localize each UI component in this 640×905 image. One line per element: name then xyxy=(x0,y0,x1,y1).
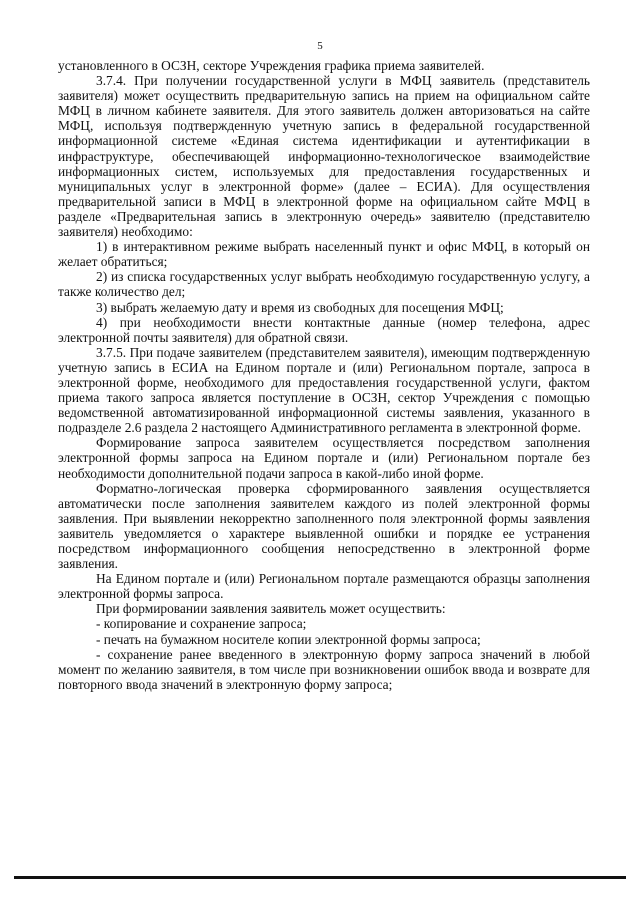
paragraph: 4) при необходимости внести контактные данные (номер телефона, адрес электронной почты заявителя) для обратной связи. xyxy=(58,314,590,345)
paragraph: 3.7.4. При получении государственной услуги в МФЦ заявитель (представитель заявителя) может осуществить предварительную запись на прием на официальном сайте МФЦ в личном кабинете заявителя. Для этого заявитель должен авторизоваться на сайте МФЦ, используя подтвержденную учетную запись в федеральной государственной информационной системе «Единая система идентификации и аутентификации в инфраструктуре, обеспечивающей информационно-технологическое взаимодействие информационных систем, используемых для предоставления государственных и муниципальных услуг в электронной форме» (далее – ЕСИА). Для осуществления предварительной записи в МФЦ в электронной форме на официальном сайте МФЦ в разделе «Предварительная запись в электронную очередь» заявителю (представителю заявителя) необходимо: xyxy=(58,73,590,240)
paragraph: - копирование и сохранение запроса; xyxy=(96,616,307,632)
paragraph: Форматно-логическая проверка сформированного заявления осуществляется автоматически после заполнения заявителем каждого из полей электронной формы заявления. При выявлении некорректно заполненного поля электронной формы заявления заявитель уведомляется о характере выявленной ошибки и порядке ее устранения посредством информационного сообщения непосредственно в электронной форме заявления. xyxy=(58,480,590,572)
paragraph: 3) выбрать желаемую дату и время из свободных для посещения МФЦ; xyxy=(96,299,504,315)
paragraph: 3.7.5. При подаче заявителем (представителем заявителя), имеющим подтвержденную учетную запись в ЕСИА на Едином портале и (или) Региональном портале, запроса в электронной форме, необходимого для предоставления государственной услуги, фактом приема такого запроса является поступление в ОСЗН, сектор Учреждения с помощью ведомственной автоматизированной информационной системы заявления, указанного в подразделе 2.6 раздела 2 настоящего Административного регламента в электронной форме. xyxy=(58,344,590,436)
bottom-divider xyxy=(14,876,626,879)
paragraph: - сохранение ранее введенного в электронную форму запроса значений в любой момент по желанию заявителя, в том числе при возникновении ошибок ввода и возврате для повторного ввода значений в электронную форму запроса; xyxy=(58,646,590,692)
paragraph: Формирование запроса заявителем осуществляется посредством заполнения электронной формы запроса на Едином портале и (или) Региональном портале без необходимости дополнительной подачи запроса в какой-либо иной форме. xyxy=(58,435,590,481)
paragraph: 2) из списка государственных услуг выбрать необходимую государственную услугу, а также количество дел; xyxy=(58,269,590,300)
paragraph: - печать на бумажном носителе копии электронной формы запроса; xyxy=(96,631,481,647)
paragraph: установленного в ОСЗН, секторе Учреждения графика приема заявителей. xyxy=(58,58,485,73)
paragraph: 1) в интерактивном режиме выбрать населенный пункт и офис МФЦ, в который он желает обратиться; xyxy=(58,239,590,270)
paragraph: На Едином портале и (или) Региональном портале размещаются образцы заполнения электронной формы запроса. xyxy=(58,571,590,602)
paragraph: При формировании заявления заявитель может осуществить: xyxy=(96,601,446,617)
page-number: 5 xyxy=(317,40,323,52)
body-text xyxy=(58,58,590,692)
